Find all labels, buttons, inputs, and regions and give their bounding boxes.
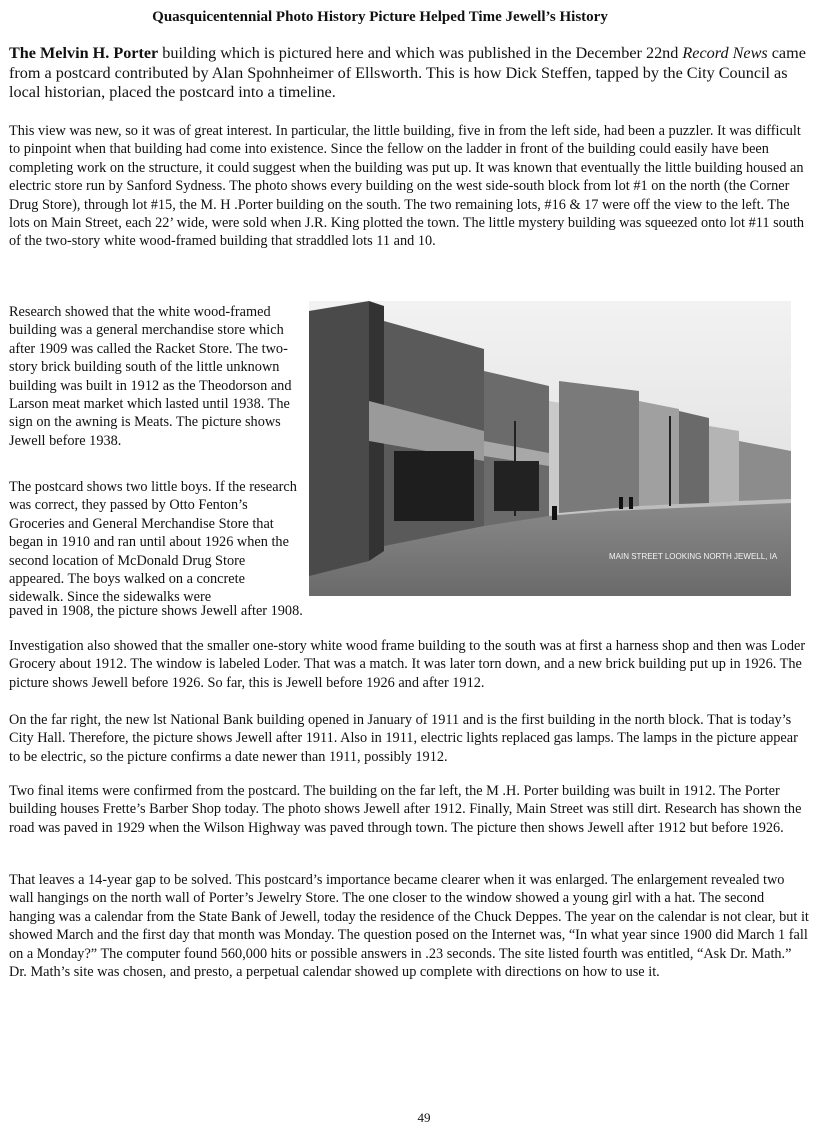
lead-text-2: came from a postcard contributed by Alan Spohnheimer of Ellsworth. This is how Dick Steffen, tapped by the City Council as local historian, placed the postcard into a timeline. (9, 44, 806, 101)
lead-italic-source: Record News (682, 44, 768, 62)
paragraph-4: On the far right, the new lst National Bank building opened in January of 1911 and is the first building in the north block. That is today’s City Hall. Therefore, the picture shows Jewell after 1911. Also in 1911, electric lights replaced gas lamps. The lamps in the picture appear to be electric, so the picture confirms a date newer than 1911, possibly 1912. (9, 712, 798, 765)
lead-text-1: building which is pictured here and which was published in the December 22nd (158, 44, 683, 62)
side-paragraph-2: The postcard shows two little boys. If the research was correct, they passed by Otto Fenton’s Groceries and General Merchandise Store that began in 1910 and ran until about 1926 when the second location of McDonald Drug Store appeared. The boys walked on a concrete sidewalk. Since the sidewalks were (9, 479, 297, 606)
photo-caption: MAIN STREET LOOKING NORTH JEWELL, IA (609, 552, 778, 561)
side-paragraph-1: Research showed that the white wood-framed building was a general merchandise store which after 1909 was called the Racket Store. The two-story brick building south of the little unknown building was built in 1912 as the Theodorson and Larson meat market which lasted until 1938. The sign on the awning is Meats. The picture shows Jewell before 1938. (9, 304, 292, 449)
lead-paragraph (9, 44, 809, 103)
paragraph-5: Two final items were confirmed from the postcard. The building on the far left, the M .H. Porter building was built in 1912. The Porter building houses Frette’s Barber Shop today. The photo shows Jewell after 1912. Finally, Main Street was still dirt. Research has shown the road was paved in 1929 when the Wilson Highway was paved through town. The picture then shows Jewell after 1912 but before 1926. (9, 783, 802, 836)
paragraph-1: This view was new, so it was of great interest. In particular, the little building, five in from the left side, had been a puzzler. It was difficult to pinpoint when that building had come into existence. Since the fellow on the ladder in front of the building could easily have been completing work on the structure, it could suggest when the building was put up. It was known that eventually the little building housed an electric store run by Sanford Sydness. The photo shows every building on the west side-south block from lot #1 on the north (the Corner Drug Store), through lot #15, the M. H .Porter building on the south. The two remaining lots, #16 & 17 were off the view to the left. The lots on Main Street, each 22’ wide, were sold when J.R. King plotted the town. The little mystery building was squeezed onto lot #11 south of the two-story white wood-framed building that straddled lots 11 and 10. (9, 123, 805, 250)
page-number: 49 (417, 1110, 431, 1125)
paragraph-6: That leaves a 14-year gap to be solved. This postcard’s importance became clearer when it was enlarged. The enlargement revealed two wall hangings on the north wall of Porter’s Jewelry Store. The one closer to the window showed a young girl with a hat. The second hanging was a calendar from the State Bank of Jewell, today the residence of the Chuck Deppes. The year on the calendar is not clear, but it showed March and the first day that month was Monday. The question posed on the Internet was, “In what year since 1900 did March 1 fall on a Monday?” The computer found 560,000 hits or possible answers in .23 seconds. The site listed fourth was entitled, “Ask Dr. Math.” Dr. Math’s site was chosen, and presto, a perpetual calendar showed up complete with directions on how to use it. (9, 872, 809, 981)
paragraph-3: Investigation also showed that the smaller one-story white wood frame building to the south was at first a harness shop and then was Loder Grocery about 1912. The window is labeled Loder. That was a match. It was later torn down, and a new brick building put up in 1926. The picture shows Jewell before 1926. So far, this is Jewell before 1926 and after 1912. (9, 638, 806, 691)
lead-bold-name: The Melvin H. Porter (9, 44, 159, 62)
page-title: Quasquicentennial Photo History Picture Helped Time Jewell’s History (152, 9, 608, 25)
side-paragraph-2-tail: paved in 1908, the picture shows Jewell after 1908. (9, 603, 303, 619)
street-photo-svg (309, 301, 791, 596)
street-photo (309, 301, 791, 596)
